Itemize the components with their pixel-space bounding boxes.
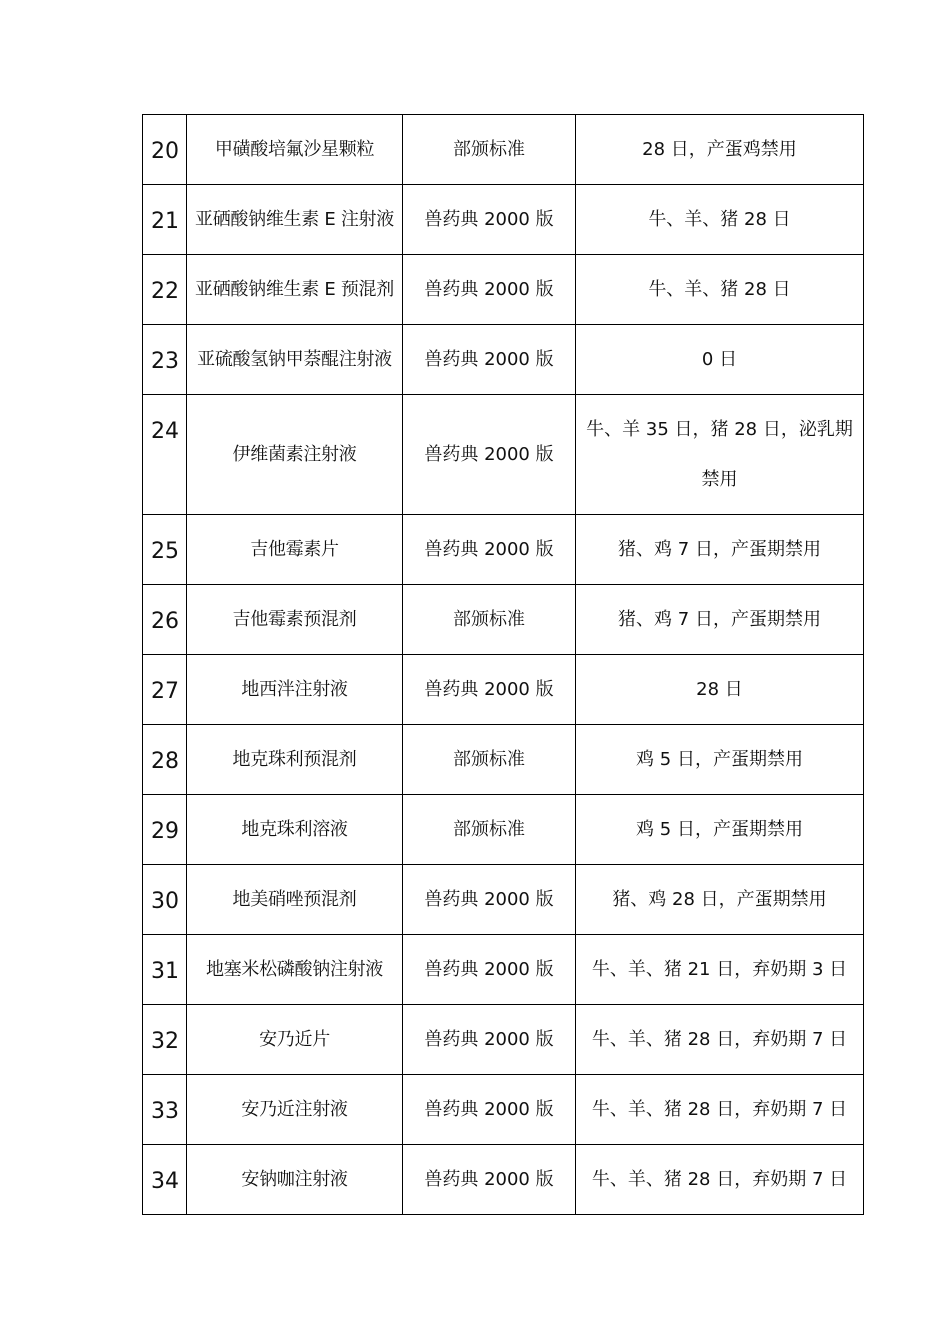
table-row	[143, 255, 864, 325]
standard: 部颁标准	[403, 725, 576, 795]
row-number: 20	[143, 115, 187, 185]
withdrawal-period: 牛、羊、猪 28 日	[576, 255, 864, 325]
drug-name: 地克珠利溶液	[187, 795, 403, 865]
standard: 兽药典 2000 版	[403, 1005, 576, 1075]
drug-name: 安乃近片	[187, 1005, 403, 1075]
table-row	[143, 865, 864, 935]
standard: 部颁标准	[403, 115, 576, 185]
withdrawal-period: 牛、羊、猪 21 日，弃奶期 3 日	[576, 935, 864, 1005]
standard: 兽药典 2000 版	[403, 515, 576, 585]
standard: 兽药典 2000 版	[403, 865, 576, 935]
drug-name: 地克珠利预混剂	[187, 725, 403, 795]
standard: 兽药典 2000 版	[403, 655, 576, 725]
row-number: 26	[143, 585, 187, 655]
withdrawal-period: 牛、羊 35 日，猪 28 日，泌乳期禁用	[576, 395, 864, 515]
withdrawal-period: 牛、羊、猪 28 日，弃奶期 7 日	[576, 1075, 864, 1145]
row-number: 23	[143, 325, 187, 395]
row-number: 22	[143, 255, 187, 325]
drug-name: 吉他霉素预混剂	[187, 585, 403, 655]
row-number: 27	[143, 655, 187, 725]
standard: 部颁标准	[403, 795, 576, 865]
table-row	[143, 795, 864, 865]
drug-name: 地美硝唑预混剂	[187, 865, 403, 935]
standard: 兽药典 2000 版	[403, 1145, 576, 1215]
row-number: 25	[143, 515, 187, 585]
table-row	[143, 395, 864, 515]
standard: 兽药典 2000 版	[403, 185, 576, 255]
drug-withdrawal-table	[142, 114, 864, 1215]
drug-name: 地西泮注射液	[187, 655, 403, 725]
drug-name: 地塞米松磷酸钠注射液	[187, 935, 403, 1005]
drug-name: 亚硒酸钠维生素 E 预混剂	[187, 255, 403, 325]
standard: 兽药典 2000 版	[403, 255, 576, 325]
withdrawal-period: 鸡 5 日，产蛋期禁用	[576, 725, 864, 795]
row-number: 33	[143, 1075, 187, 1145]
drug-name: 吉他霉素片	[187, 515, 403, 585]
row-number: 31	[143, 935, 187, 1005]
row-number: 24	[143, 395, 187, 515]
drug-name: 伊维菌素注射液	[187, 395, 403, 515]
table-row	[143, 655, 864, 725]
withdrawal-period: 牛、羊、猪 28 日，弃奶期 7 日	[576, 1145, 864, 1215]
table-row	[143, 185, 864, 255]
table-row	[143, 515, 864, 585]
withdrawal-period: 0 日	[576, 325, 864, 395]
withdrawal-period: 28 日	[576, 655, 864, 725]
row-number: 28	[143, 725, 187, 795]
drug-name: 亚硒酸钠维生素 E 注射液	[187, 185, 403, 255]
row-number: 21	[143, 185, 187, 255]
standard: 兽药典 2000 版	[403, 395, 576, 515]
table-row	[143, 1075, 864, 1145]
drug-name: 安钠咖注射液	[187, 1145, 403, 1215]
row-number: 29	[143, 795, 187, 865]
table-row	[143, 725, 864, 795]
table-row	[143, 585, 864, 655]
table-row	[143, 1145, 864, 1215]
row-number: 30	[143, 865, 187, 935]
drug-name: 安乃近注射液	[187, 1075, 403, 1145]
withdrawal-period: 鸡 5 日，产蛋期禁用	[576, 795, 864, 865]
standard: 兽药典 2000 版	[403, 325, 576, 395]
withdrawal-period: 猪、鸡 28 日，产蛋期禁用	[576, 865, 864, 935]
table-row	[143, 115, 864, 185]
standard: 部颁标准	[403, 585, 576, 655]
withdrawal-period: 牛、羊、猪 28 日	[576, 185, 864, 255]
withdrawal-period: 猪、鸡 7 日，产蛋期禁用	[576, 515, 864, 585]
drug-name: 甲磺酸培氟沙星颗粒	[187, 115, 403, 185]
drug-name: 亚硫酸氢钠甲萘醌注射液	[187, 325, 403, 395]
row-number: 34	[143, 1145, 187, 1215]
withdrawal-period: 猪、鸡 7 日，产蛋期禁用	[576, 585, 864, 655]
withdrawal-period: 28 日，产蛋鸡禁用	[576, 115, 864, 185]
withdrawal-period: 牛、羊、猪 28 日，弃奶期 7 日	[576, 1005, 864, 1075]
table-row	[143, 1005, 864, 1075]
standard: 兽药典 2000 版	[403, 1075, 576, 1145]
row-number: 32	[143, 1005, 187, 1075]
table-row	[143, 935, 864, 1005]
table-row	[143, 325, 864, 395]
standard: 兽药典 2000 版	[403, 935, 576, 1005]
